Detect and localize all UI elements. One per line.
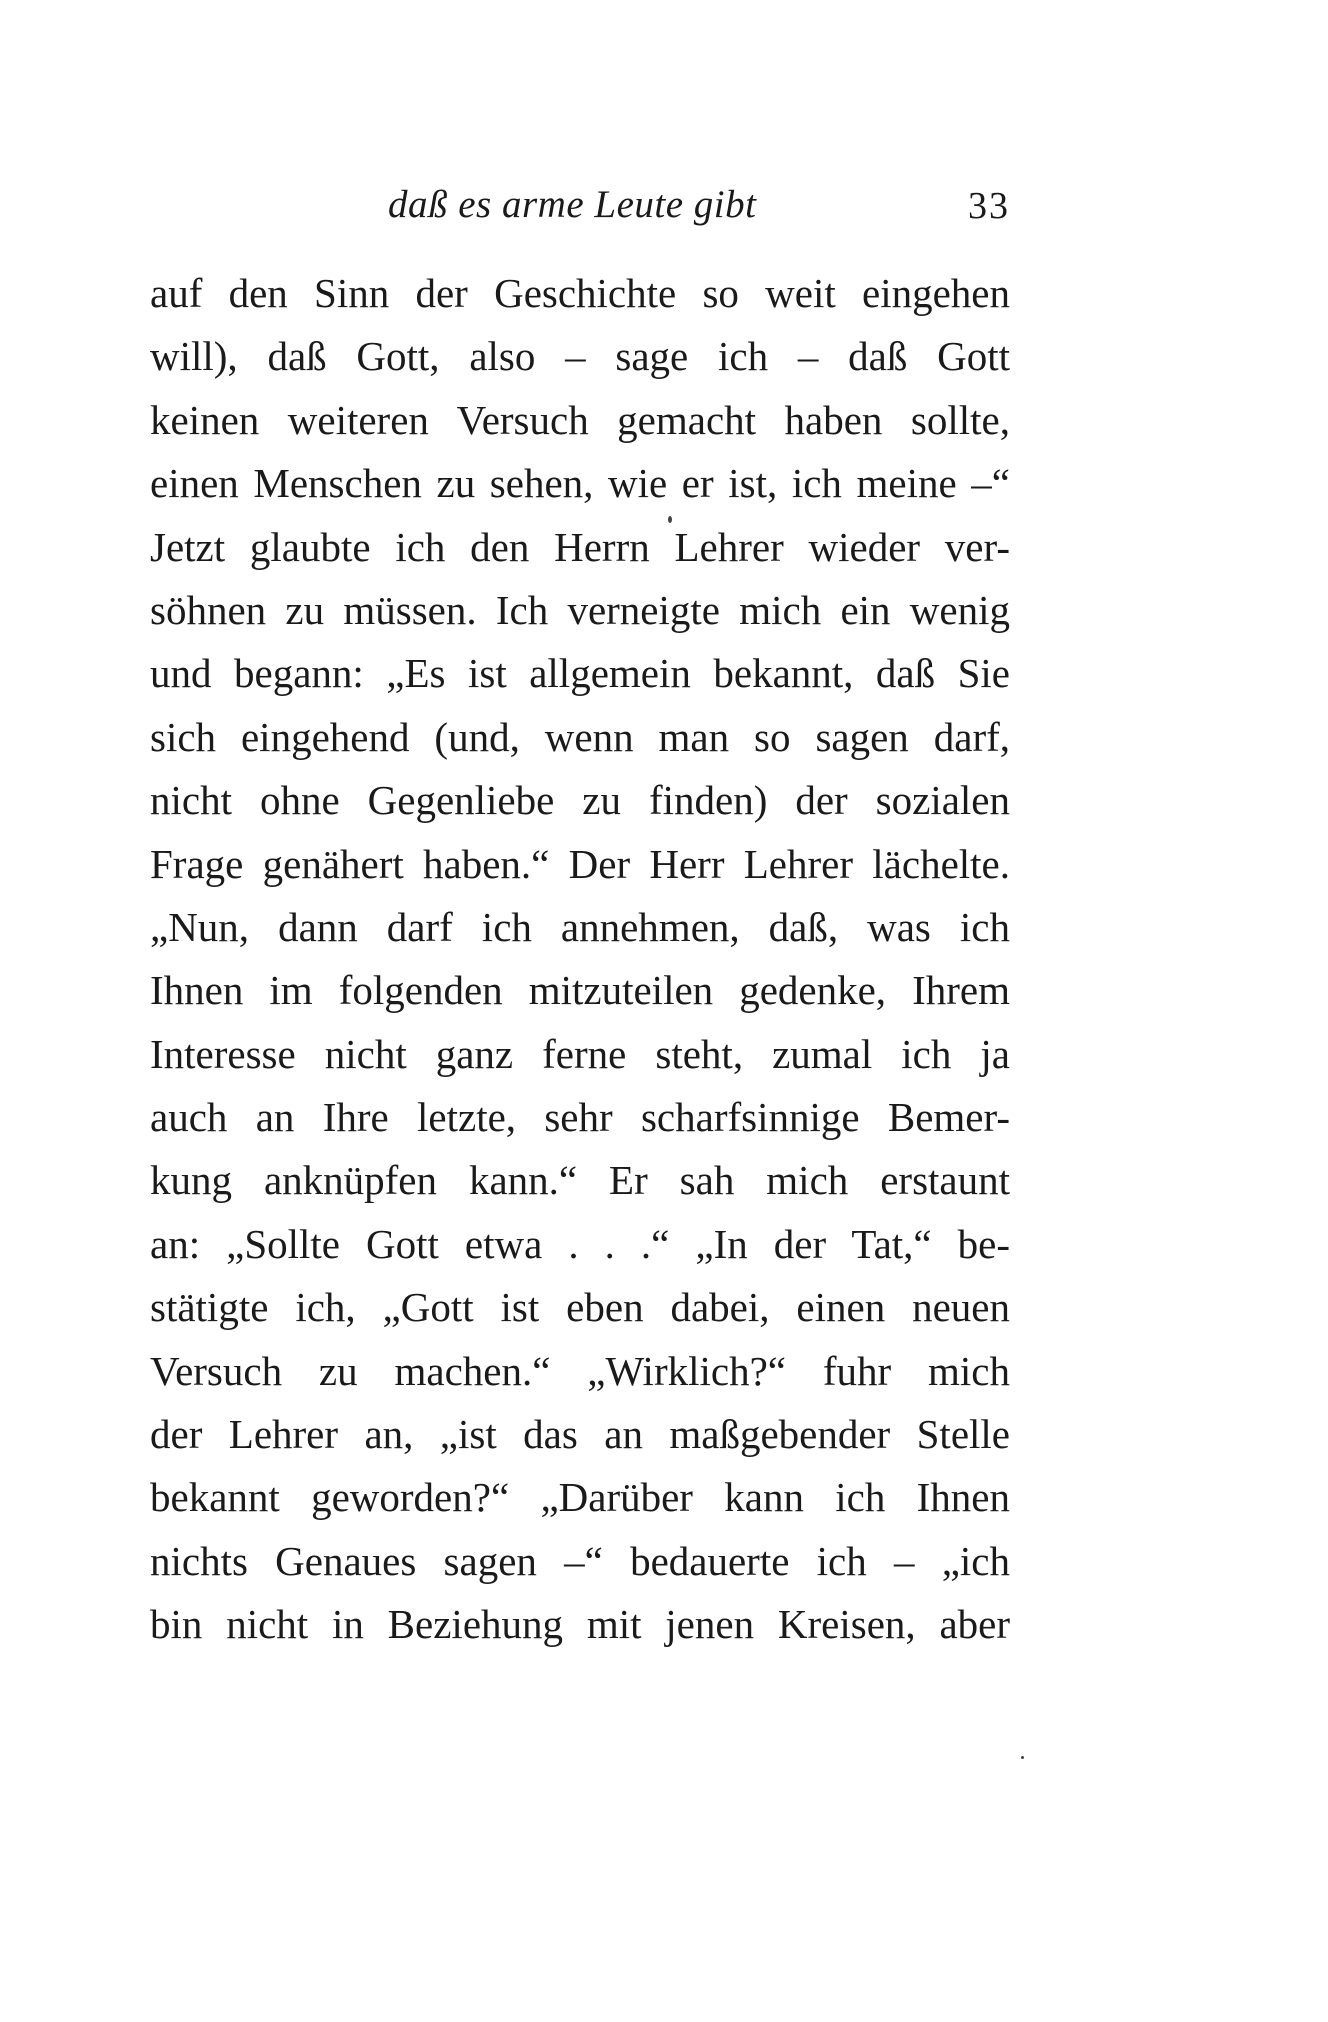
text-line: kung anknüpfen kann.“ Er sah mich erstaunt (150, 1157, 1010, 1204)
text-line: auf den Sinn der Geschichte so weit eingehen (150, 270, 1010, 316)
running-title: daß es arme Leute gibt (388, 183, 757, 226)
text-line: will), daß Gott, also – sage ich – daß Gott (150, 333, 1010, 380)
text-line: „Nun, dann darf ich annehmen, daß, was ich (150, 903, 1010, 950)
text-line: bin nicht in Beziehung mit jenen Kreisen, aber (150, 1601, 1010, 1648)
scan-speck (1021, 1756, 1024, 1759)
text-line: einen Menschen zu sehen, wie er ist, ich meine –“ (150, 460, 1010, 507)
text-line: Frage genähert haben.“ Der Herr Lehrer lächelte. (150, 840, 1010, 887)
scan-speck (668, 516, 672, 523)
text-line: nichts Genaues sagen –“ bedauerte ich – „ich (150, 1537, 1010, 1584)
text-line: söhnen zu müssen. Ich verneigte mich ein wenig (150, 586, 1010, 633)
text-line: nicht ohne Gegenliebe zu finden) der sozialen (150, 777, 1010, 824)
text-line: Ihnen im folgenden mitzuteilen gedenke, Ihrem (150, 967, 1010, 1014)
text-line: sich eingehend (und, wenn man so sagen darf, (150, 713, 1010, 760)
text-line: bekannt geworden?“ „Darüber kann ich Ihnen (150, 1474, 1010, 1521)
text-line: auch an Ihre letzte, sehr scharfsinnige Bemer- (150, 1094, 1010, 1141)
running-head (150, 182, 1010, 242)
page-number: 33 (968, 185, 1010, 227)
text-line: Jetzt glaubte ich den Herrn Lehrer wieder ver- (150, 523, 1010, 570)
text-line: stätigte ich, „Gott ist eben dabei, einen neuen (150, 1284, 1010, 1331)
text-line: Versuch zu machen.“ „Wirklich?“ fuhr mich (150, 1347, 1010, 1394)
text-line: an: „Sollte Gott etwa . . .“ „In der Tat,“ be- (150, 1220, 1010, 1267)
text-line: Interesse nicht ganz ferne steht, zumal ich ja (150, 1030, 1010, 1077)
text-line: und begann: „Es ist allgemein bekannt, daß Sie (150, 650, 1010, 697)
text-line: keinen weiteren Versuch gemacht haben sollte, (150, 396, 1010, 443)
body-text (150, 262, 1010, 1657)
text-line: der Lehrer an, „ist das an maßgebender Stelle (150, 1411, 1010, 1458)
